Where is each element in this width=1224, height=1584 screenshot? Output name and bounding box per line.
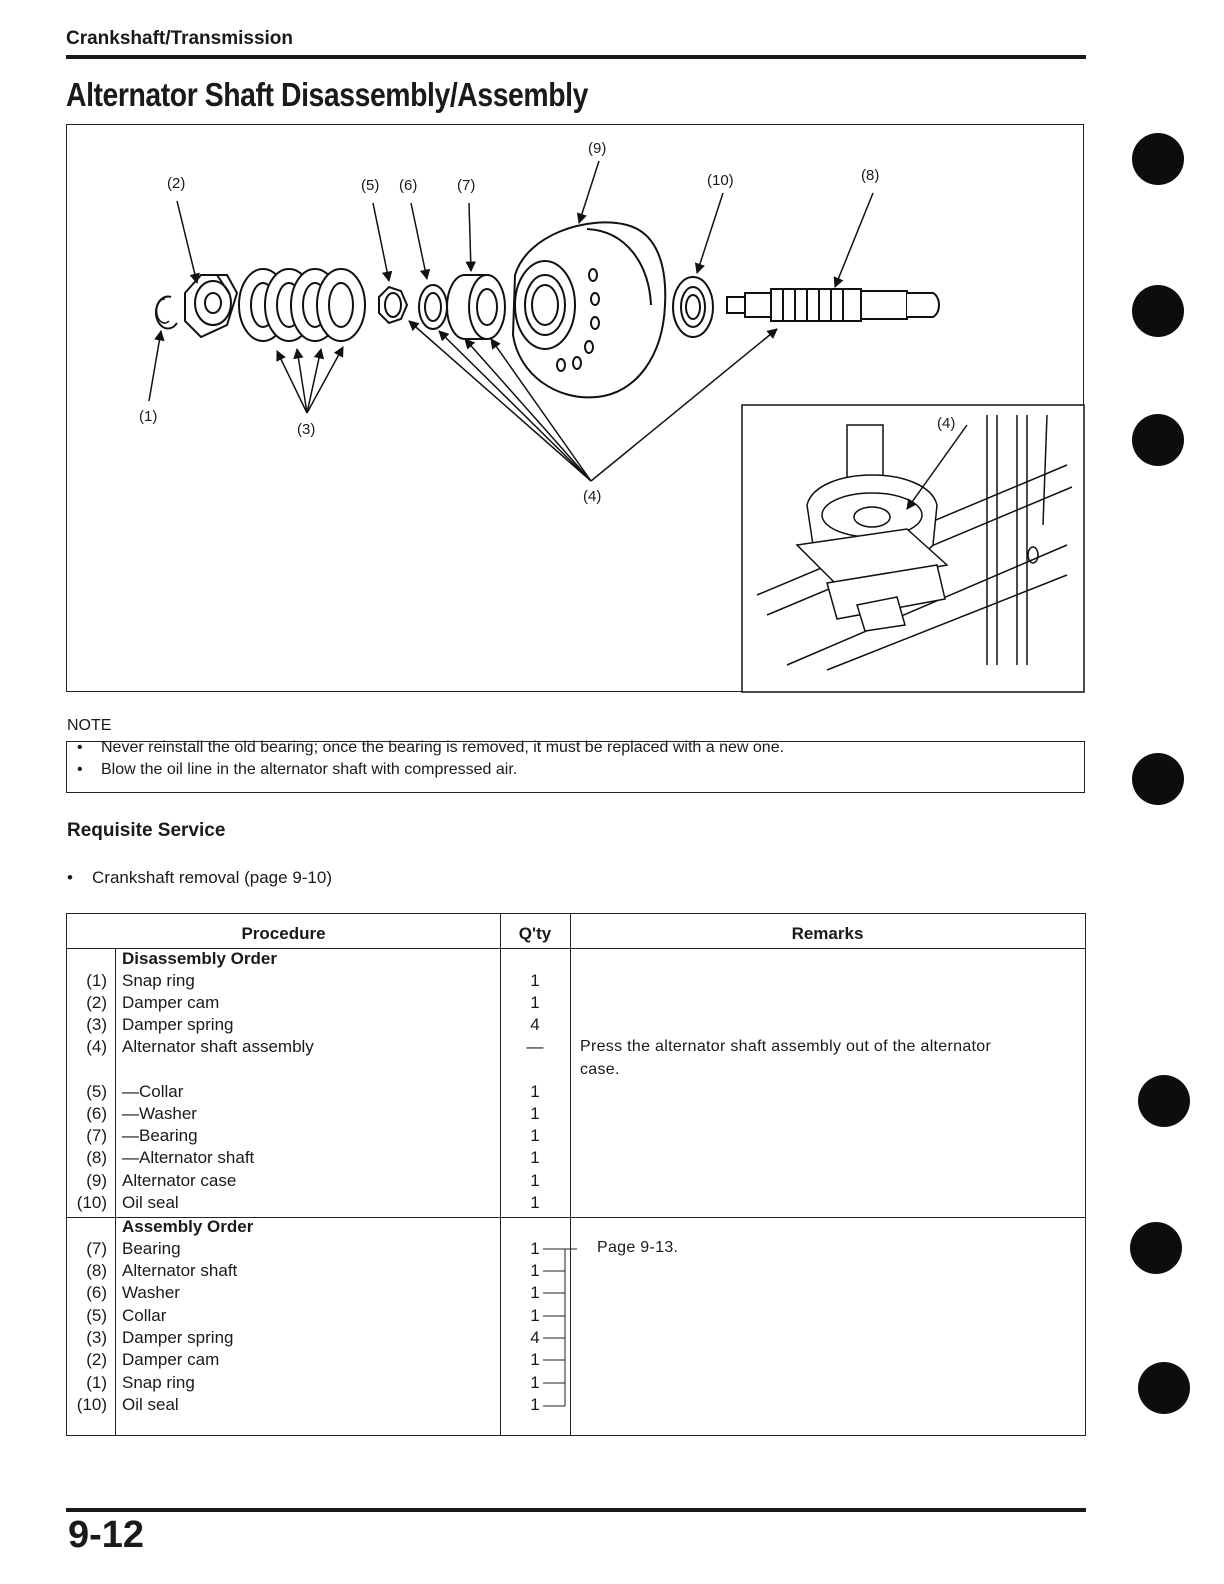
assembly-remark: Page 9-13. [597, 1239, 679, 1256]
row-qty: 1 [530, 1148, 540, 1167]
row-name: Oil seal [122, 1193, 179, 1212]
row-name: Damper spring [122, 1328, 234, 1347]
binder-hole [1138, 1362, 1190, 1414]
row-name: —Bearing [122, 1126, 198, 1145]
row-num: (1) [86, 971, 107, 990]
row-num: (1) [86, 1373, 107, 1392]
row-name: Snap ring [122, 971, 195, 990]
row-num: (8) [86, 1261, 107, 1280]
washer-part [419, 285, 447, 329]
row-num: (2) [86, 993, 107, 1012]
row-name: Oil seal [122, 1395, 179, 1414]
row-name: Alternator shaft assembly [122, 1037, 314, 1056]
row-name: —Collar [122, 1082, 184, 1101]
binder-hole [1132, 133, 1184, 185]
row-qty: 4 [530, 1328, 540, 1347]
row-num: (10) [76, 1395, 107, 1414]
row-name: —Washer [122, 1104, 197, 1123]
procedure-header: Procedure [241, 924, 326, 943]
row-qty: 1 [530, 1261, 540, 1280]
damper-cam-part [185, 275, 237, 337]
row-num: (7) [86, 1126, 107, 1145]
note-label: NOTE [67, 717, 112, 734]
disassembly-order-title: Disassembly Order [122, 949, 277, 968]
note-item: • Never reinstall the old bearing; once the bearing is removed, it must be replaced with a new one. [77, 739, 785, 756]
callout-10: (10) [707, 172, 734, 189]
row-qty: 1 [530, 1373, 540, 1392]
remarks-header: Remarks [791, 924, 864, 943]
procedure-table [66, 913, 1086, 1436]
row-name: Alternator shaft [122, 1261, 238, 1280]
row-num: (6) [86, 1104, 107, 1123]
row-qty: 1 [530, 1082, 540, 1101]
row-num: (2) [86, 1350, 107, 1369]
row-name: Alternator case [122, 1171, 237, 1190]
exploded-view-figure [66, 124, 1084, 692]
row-num: (5) [86, 1082, 107, 1101]
row-qty: 1 [530, 971, 540, 990]
callout-8: (8) [861, 167, 880, 184]
row-name: —Alternator shaft [122, 1148, 255, 1167]
row-num: (8) [86, 1148, 107, 1167]
callout-6: (6) [399, 177, 418, 194]
row-qty: 1 [530, 1350, 540, 1369]
assembly-bracket [537, 1244, 577, 1414]
row-qty: 1 [530, 1193, 540, 1212]
row-name: Damper cam [122, 1350, 220, 1369]
row-qty: 1 [530, 1306, 540, 1325]
row-qty: 1 [530, 1171, 540, 1190]
alternator-shaft-part [727, 289, 939, 321]
callout-3: (3) [297, 421, 316, 438]
row-name: Damper cam [122, 993, 220, 1012]
row-num: (5) [86, 1306, 107, 1325]
row-num: (6) [86, 1283, 107, 1302]
row-name: Bearing [122, 1239, 181, 1258]
callout-4: (4) [583, 488, 602, 505]
row-qty: 4 [530, 1015, 540, 1034]
alternator-case-part [513, 222, 665, 397]
row-name: Snap ring [122, 1373, 195, 1392]
disassembly-remark-line2: case. [580, 1061, 620, 1078]
qty-header: Q'ty [518, 924, 552, 943]
section-title: Crankshaft/Transmission [66, 28, 294, 49]
row-name: Collar [122, 1306, 167, 1325]
callout-7: (7) [457, 177, 476, 194]
row-qty: — [526, 1037, 544, 1056]
callout-1: (1) [139, 408, 158, 425]
callout-9: (9) [588, 140, 607, 157]
page-title: Alternator Shaft Disassembly/Assembly [66, 76, 588, 113]
collar-part [379, 287, 407, 323]
row-qty: 1 [530, 1283, 540, 1302]
binder-hole [1138, 1075, 1190, 1127]
header-rule [66, 55, 1086, 59]
row-qty: 1 [530, 993, 540, 1012]
row-name: Washer [122, 1283, 180, 1302]
damper-spring-part [239, 269, 365, 341]
binder-hole [1132, 753, 1184, 805]
footer-rule [66, 1508, 1086, 1512]
callout-2: (2) [167, 175, 186, 192]
callout-5: (5) [361, 177, 380, 194]
row-num: (7) [86, 1239, 107, 1258]
row-qty: 1 [530, 1104, 540, 1123]
exploded-view-drawing [67, 125, 1085, 693]
binder-hole [1130, 1222, 1182, 1274]
disassembly-remark-line1: Press the alternator shaft assembly out of the alternator [580, 1038, 992, 1055]
page-number: 9-12 [68, 1514, 145, 1556]
note-item: • Blow the oil line in the alternator shaft with compressed air. [77, 761, 518, 778]
requisite-item: • Crankshaft removal (page 9-10) [67, 868, 333, 887]
note-box [66, 741, 1085, 793]
bearing-part [447, 275, 505, 339]
row-num: (3) [86, 1015, 107, 1034]
row-num: (10) [76, 1193, 107, 1212]
row-num: (9) [86, 1171, 107, 1190]
row-qty: 1 [530, 1126, 540, 1145]
binder-hole [1132, 285, 1184, 337]
assembly-order-title: Assembly Order [122, 1217, 254, 1236]
row-name: Damper spring [122, 1015, 234, 1034]
oil-seal-part [673, 277, 713, 337]
inset-callout-4: (4) [937, 415, 956, 432]
row-qty: 1 [530, 1239, 540, 1258]
row-num: (3) [86, 1328, 107, 1347]
requisite-title: Requisite Service [67, 820, 226, 841]
row-qty: 1 [530, 1395, 540, 1414]
row-num: (4) [86, 1037, 107, 1056]
binder-hole [1132, 414, 1184, 466]
